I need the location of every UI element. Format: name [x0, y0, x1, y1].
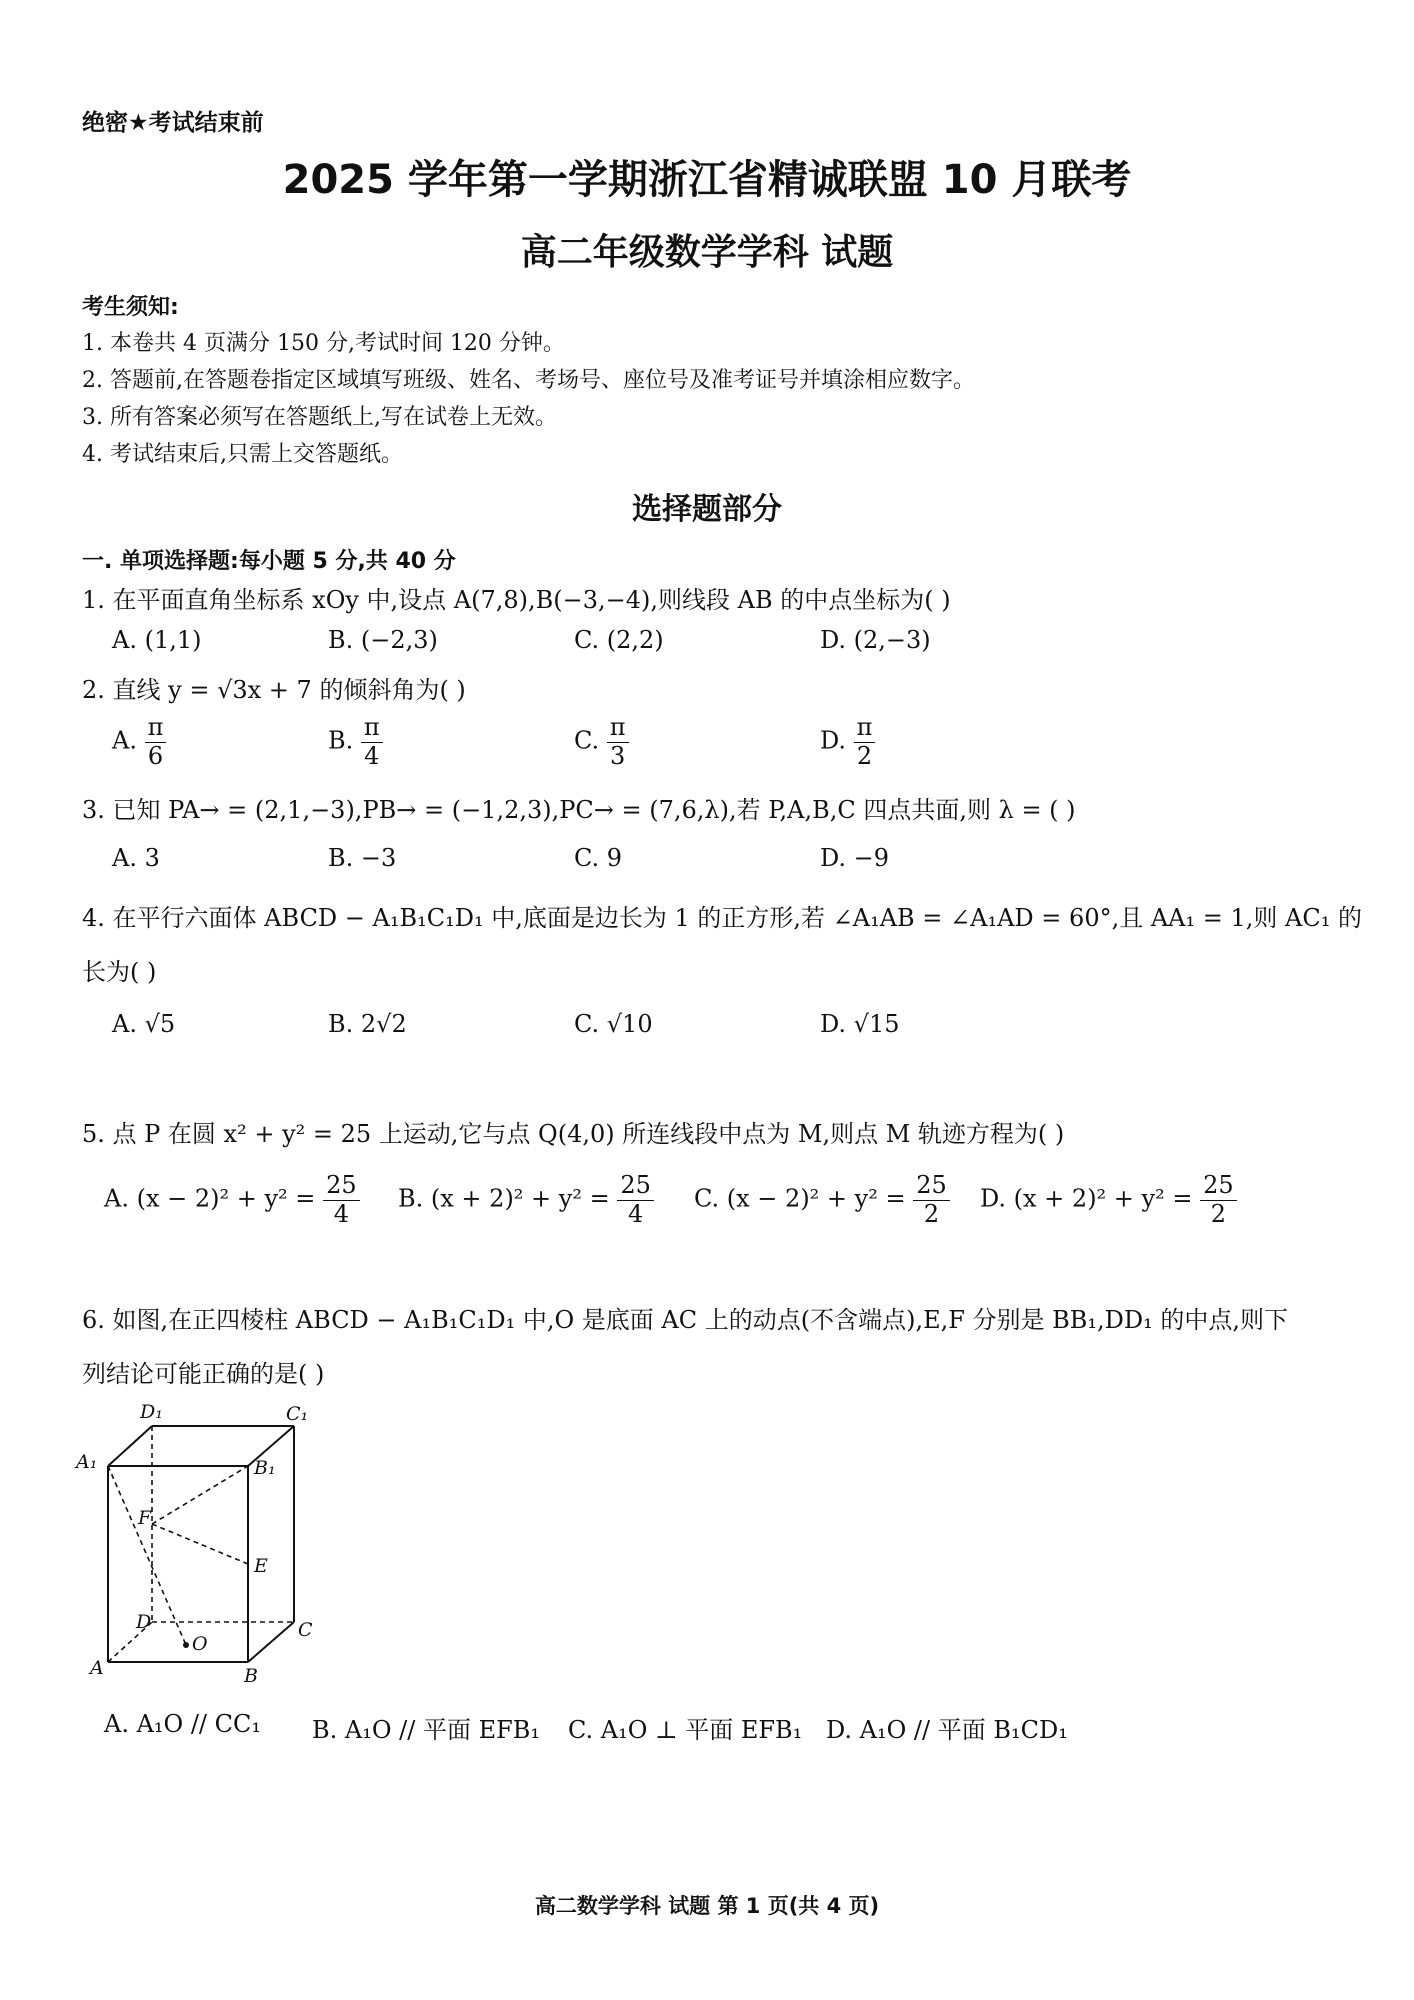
notice-item: 2. 答题前,在答题卷指定区域填写班级、姓名、考场号、座位号及准考证号并填涂相应数字。 — [82, 368, 975, 393]
denominator: 3 — [610, 741, 626, 770]
q2-option-b — [328, 714, 383, 770]
numerator: 25 — [1200, 1172, 1237, 1201]
q4-option-a: A. √5 — [112, 1010, 176, 1038]
point-o — [183, 1642, 189, 1648]
section-title: 选择题部分 — [632, 492, 782, 527]
label-b: B — [244, 1665, 258, 1687]
numerator: 25 — [913, 1172, 950, 1201]
label-e: E — [254, 1555, 268, 1577]
top-secret-label: 绝密★考试结束前 — [82, 110, 264, 136]
notice-item: 4. 考试结束后,只需上交答题纸。 — [82, 442, 403, 467]
question-1-stem: 1. 在平面直角坐标系 xOy 中,设点 A(7,8),B(−3,−4),则线段 AB 的中点坐标为( ) — [82, 586, 951, 614]
notice-heading: 考生须知: — [82, 295, 179, 320]
label-o: O — [192, 1633, 208, 1655]
option-expression: (x + 2)² + y² = — [1013, 1184, 1193, 1213]
q1-option-d: D. (2,−3) — [820, 626, 931, 654]
option-expression: (x − 2)² + y² = — [136, 1184, 316, 1213]
prism-figure — [72, 1400, 332, 1690]
line-fb1 — [152, 1466, 248, 1524]
edge-a1d1 — [108, 1426, 152, 1466]
fraction — [361, 714, 383, 770]
q2-option-c — [574, 714, 629, 770]
question-4-stem: 4. 在平行六面体 ABCD − A₁B₁C₁D₁ 中,底面是边长为 1 的正方形,若 ∠A₁AB = ∠A₁AD = 60°,且 AA₁ = 1,则 AC₁ 的 — [82, 904, 1362, 932]
option-label: C. — [574, 726, 600, 755]
numerator: π — [145, 714, 167, 743]
q1-option-a: A. (1,1) — [112, 626, 202, 654]
fraction — [913, 1172, 950, 1228]
q4-option-c: C. √10 — [574, 1010, 653, 1038]
q1-option-b: B. (−2,3) — [328, 626, 438, 654]
q2-option-a — [112, 714, 166, 770]
q6-option-c: C. A₁O ⊥ 平面 EFB₁ — [568, 1716, 803, 1744]
fraction — [854, 714, 876, 770]
notice-item: 3. 所有答案必须写在答题纸上,写在试卷上无效。 — [82, 405, 557, 430]
denominator: 2 — [923, 1199, 940, 1228]
question-6-stem: 6. 如图,在正四棱柱 ABCD − A₁B₁C₁D₁ 中,O 是底面 AC 上的动点(不含端点),E,F 分别是 BB₁,DD₁ 的中点,则下 — [82, 1306, 1289, 1334]
numerator: π — [361, 714, 383, 743]
fraction — [323, 1172, 360, 1228]
label-c1: C₁ — [286, 1403, 309, 1425]
label-d: D — [136, 1611, 152, 1633]
option-label: D. — [820, 726, 847, 755]
exam-subtitle: 高二年级数学学科 试题 — [520, 232, 894, 273]
edge-bc — [248, 1622, 294, 1662]
option-label: B. — [398, 1184, 424, 1213]
q3-option-a: A. 3 — [112, 844, 160, 872]
question-5-stem: 5. 点 P 在圆 x² + y² = 25 上运动,它与点 Q(4,0) 所连线段中点为 M,则点 M 轨迹方程为( ) — [82, 1120, 1065, 1148]
line-fe — [152, 1524, 248, 1564]
exam-title: 2025 学年第一学期浙江省精诚联盟 10 月联考 — [282, 157, 1132, 203]
label-d1: D₁ — [140, 1401, 163, 1423]
option-label: C. — [694, 1184, 720, 1213]
q6-option-a: A. A₁O // CC₁ — [104, 1710, 261, 1738]
denominator: 4 — [627, 1199, 644, 1228]
fraction — [145, 714, 167, 770]
label-c: C — [298, 1619, 313, 1641]
question-4-stem-line2: 长为( ) — [82, 958, 157, 986]
part-heading: 一. 单项选择题:每小题 5 分,共 40 分 — [82, 549, 456, 574]
question-3-stem: 3. 已知 PA→ = (2,1,−3),PB→ = (−1,2,3),PC→ = (7,6,λ),若 P,A,B,C 四点共面,则 λ = ( ) — [82, 796, 1076, 824]
q2-option-d — [820, 714, 875, 770]
denominator: 4 — [364, 741, 380, 770]
q3-option-b: B. −3 — [328, 844, 397, 872]
fraction — [607, 714, 629, 770]
option-expression: (x − 2)² + y² = — [726, 1184, 906, 1213]
q3-option-d: D. −9 — [820, 844, 890, 872]
label-a: A — [90, 1657, 104, 1679]
denominator: 6 — [147, 741, 164, 770]
q5-option-b — [398, 1172, 654, 1228]
denominator: 2 — [1210, 1199, 1227, 1228]
option-label: A. — [112, 726, 137, 755]
q4-option-d: D. √15 — [820, 1010, 900, 1038]
q3-option-c: C. 9 — [574, 844, 623, 872]
q6-option-b: B. A₁O // 平面 EFB₁ — [312, 1716, 541, 1744]
q1-option-c: C. (2,2) — [574, 626, 664, 654]
denominator: 4 — [333, 1199, 349, 1228]
label-b1: B₁ — [254, 1457, 276, 1479]
q5-option-d — [980, 1172, 1237, 1228]
notice-item: 1. 本卷共 4 页满分 150 分,考试时间 120 分钟。 — [82, 331, 565, 356]
question-2-stem: 2. 直线 y = √3x + 7 的倾斜角为( ) — [82, 676, 466, 704]
numerator: π — [854, 714, 876, 743]
question-6-stem-line2: 列结论可能正确的是( ) — [82, 1360, 325, 1388]
q5-option-a — [104, 1172, 360, 1228]
option-label: B. — [328, 726, 354, 755]
denominator: 2 — [856, 741, 873, 770]
fraction — [1200, 1172, 1237, 1228]
label-f: F — [138, 1507, 152, 1529]
q4-option-b: B. 2√2 — [328, 1010, 407, 1038]
label-a1: A₁ — [76, 1451, 98, 1473]
q5-option-c — [694, 1172, 950, 1228]
option-label: D. — [980, 1184, 1007, 1213]
q6-option-d: D. A₁O // 平面 B₁CD₁ — [826, 1716, 1068, 1744]
fraction — [617, 1172, 654, 1228]
numerator: 25 — [617, 1172, 654, 1201]
numerator: π — [607, 714, 629, 743]
numerator: 25 — [323, 1172, 360, 1201]
page-footer: 高二数学学科 试题 第 1 页(共 4 页) — [534, 1894, 880, 1918]
option-expression: (x + 2)² + y² = — [430, 1184, 610, 1213]
option-label: A. — [104, 1184, 129, 1213]
